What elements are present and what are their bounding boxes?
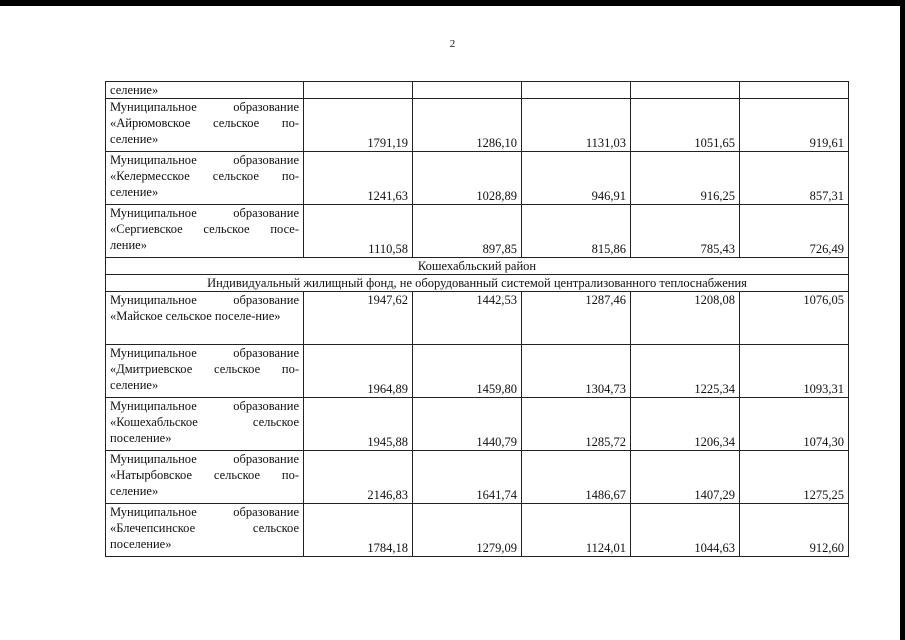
settlement-name: Муниципальное образование «Дмитриевское сельское по-селение»	[106, 345, 304, 398]
value-cell	[413, 82, 522, 99]
settlement-name: Муниципальное образование «Натырбовское сельское по-селение»	[106, 451, 304, 504]
value-cell: 1110,58	[304, 205, 413, 258]
value-cell	[740, 82, 849, 99]
value-cell: 1051,65	[631, 99, 740, 152]
value-cell: 1076,05	[740, 292, 849, 345]
table-row	[106, 398, 849, 451]
table-row	[106, 345, 849, 398]
settlement-name: селение»	[106, 82, 304, 99]
table-row	[106, 82, 849, 99]
scan-top-edge	[0, 0, 905, 6]
value-cell: 1287,46	[522, 292, 631, 345]
table-row	[106, 205, 849, 258]
table-row	[106, 451, 849, 504]
value-cell: 1206,34	[631, 398, 740, 451]
value-cell: 1279,09	[413, 504, 522, 557]
value-cell: 1225,34	[631, 345, 740, 398]
value-cell: 857,31	[740, 152, 849, 205]
district-title: Кошехабльский район	[106, 258, 849, 275]
section-title: Индивидуальный жилищный фонд, не оборудованный системой централизованного теплоснабжения	[106, 275, 849, 292]
value-cell: 1241,63	[304, 152, 413, 205]
value-cell	[304, 82, 413, 99]
value-cell: 1947,62	[304, 292, 413, 345]
value-cell: 946,91	[522, 152, 631, 205]
table-row	[106, 99, 849, 152]
value-cell: 1285,72	[522, 398, 631, 451]
value-cell: 1440,79	[413, 398, 522, 451]
value-cell: 1945,88	[304, 398, 413, 451]
value-cell: 1784,18	[304, 504, 413, 557]
value-cell: 1208,08	[631, 292, 740, 345]
settlement-name: Муниципальное образование «Айрюмовское сельское по-селение»	[106, 99, 304, 152]
value-cell: 1093,31	[740, 345, 849, 398]
value-cell: 1791,19	[304, 99, 413, 152]
value-cell	[522, 82, 631, 99]
value-cell: 916,25	[631, 152, 740, 205]
value-cell: 912,60	[740, 504, 849, 557]
table-row	[106, 292, 849, 345]
value-cell: 1028,89	[413, 152, 522, 205]
value-cell: 815,86	[522, 205, 631, 258]
settlement-name: Муниципальное образование «Келермесское сельское по-селение»	[106, 152, 304, 205]
value-cell: 1074,30	[740, 398, 849, 451]
value-cell: 1486,67	[522, 451, 631, 504]
settlement-name: Муниципальное образование «Сергиевское сельское посе-ление»	[106, 205, 304, 258]
table-row	[106, 504, 849, 557]
value-cell: 1304,73	[522, 345, 631, 398]
value-cell: 1459,80	[413, 345, 522, 398]
value-cell: 1641,74	[413, 451, 522, 504]
tariff-table	[105, 81, 849, 557]
value-cell: 1131,03	[522, 99, 631, 152]
settlement-name: Муниципальное образование «Майское сельское поселе-ние»	[106, 292, 304, 345]
table-row	[106, 152, 849, 205]
value-cell: 1286,10	[413, 99, 522, 152]
value-cell	[631, 82, 740, 99]
value-cell: 785,43	[631, 205, 740, 258]
district-row	[106, 258, 849, 275]
settlement-name: Муниципальное образование «Кошехабльское сельское поселение»	[106, 398, 304, 451]
value-cell: 1407,29	[631, 451, 740, 504]
value-cell: 2146,83	[304, 451, 413, 504]
settlement-name: Муниципальное образование «Блечепсинское сельское поселение»	[106, 504, 304, 557]
value-cell: 1275,25	[740, 451, 849, 504]
section-row	[106, 275, 849, 292]
value-cell: 1442,53	[413, 292, 522, 345]
value-cell: 897,85	[413, 205, 522, 258]
value-cell: 1044,63	[631, 504, 740, 557]
value-cell: 726,49	[740, 205, 849, 258]
page-number: 2	[449, 38, 456, 50]
value-cell: 1964,89	[304, 345, 413, 398]
value-cell: 1124,01	[522, 504, 631, 557]
value-cell: 919,61	[740, 99, 849, 152]
scan-right-edge	[900, 0, 905, 640]
